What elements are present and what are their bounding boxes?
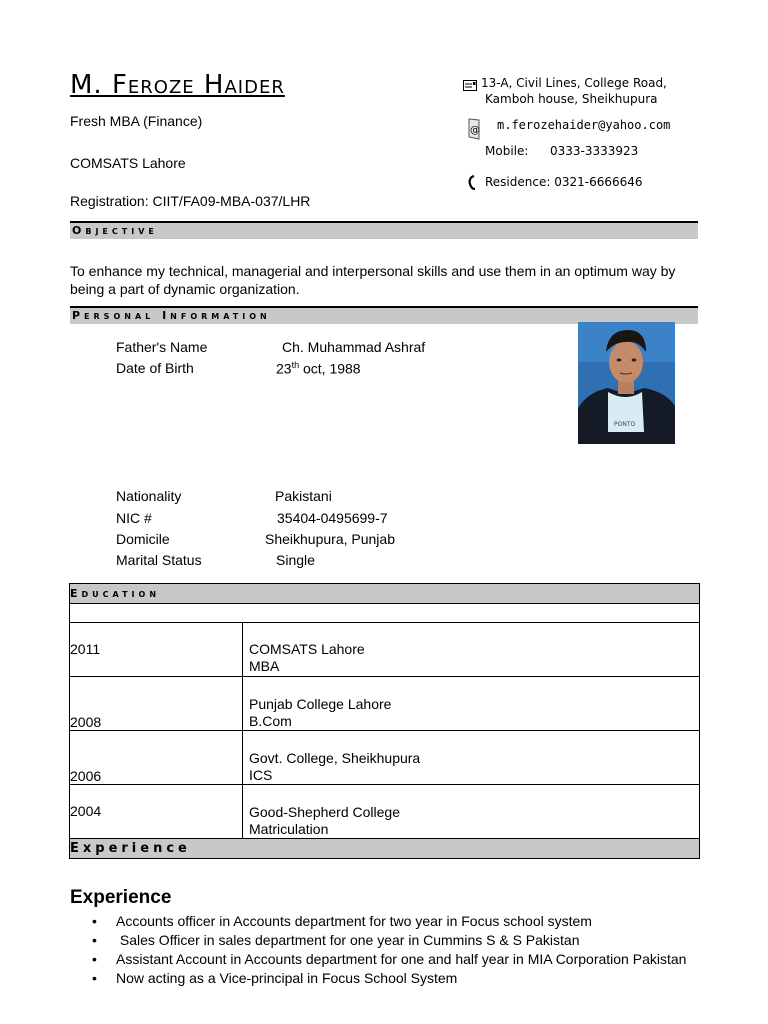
- mobile-number: 0333-3333923: [550, 144, 639, 158]
- profile-photo: [578, 322, 675, 444]
- fathers-name-value: Ch. Muhammad Ashraf: [282, 339, 426, 355]
- envelope-icon: [463, 78, 477, 89]
- marital-status-value: Single: [276, 552, 315, 568]
- mobile-label: Mobile:: [485, 144, 529, 158]
- table-row: [70, 731, 700, 785]
- education-institution-cell: [243, 677, 700, 731]
- section-bar-experience: Experience: [70, 839, 700, 859]
- experience-heading: Experience: [70, 887, 172, 908]
- education-year: 2004: [70, 785, 243, 839]
- education-year: 2006: [70, 731, 243, 785]
- section-bar-objective: Objective: [70, 221, 698, 239]
- nic-label: NIC #: [116, 510, 152, 526]
- education-institution: Good-Shepherd College: [249, 804, 400, 820]
- objective-text: To enhance my technical, managerial and interpersonal skills and use them in an optimum way by being a part of dynamic organization.: [70, 263, 676, 297]
- education-degree: Matriculation: [249, 821, 329, 837]
- nationality-value: Pakistani: [275, 488, 332, 504]
- at-sign-icon: [466, 117, 482, 141]
- bullet-icon: •: [92, 970, 97, 986]
- candidate-name: M. Feroze Haider: [70, 70, 285, 100]
- domicile-value: Sheikhupura, Punjab: [265, 531, 395, 547]
- bullet-icon: •: [92, 951, 97, 967]
- domicile-label: Domicile: [116, 531, 170, 547]
- education-table: [69, 583, 700, 859]
- email-address[interactable]: m.ferozehaider@yahoo.com: [497, 118, 671, 132]
- section-bar-education: Education: [70, 584, 700, 604]
- dob-label: Date of Birth: [116, 360, 194, 376]
- address-line-1: 13-A, Civil Lines, College Road,: [481, 76, 667, 90]
- list-item: • Accounts officer in Accounts department for two year in Focus school system: [92, 913, 592, 929]
- svg-text:@: @: [470, 125, 480, 136]
- education-institution-cell: [243, 785, 700, 839]
- section-bar-personal-information: Personal Information: [70, 306, 698, 324]
- experience-list: [70, 912, 746, 988]
- nationality-label: Nationality: [116, 488, 182, 504]
- list-item: • Sales Officer in sales department for one year in Cummins S & S Pakistan: [92, 932, 580, 948]
- bullet-icon: •: [92, 932, 97, 948]
- nic-value: 35404-0495699-7: [277, 510, 388, 526]
- residence-phone: Residence: 0321-6666646: [485, 175, 643, 189]
- education-institution-cell: [243, 623, 700, 677]
- education-institution: Punjab College Lahore: [249, 696, 392, 712]
- education-year: 2008: [70, 677, 243, 731]
- headline-institute: COMSATS Lahore: [70, 155, 186, 171]
- table-row: [70, 623, 700, 677]
- table-row: [70, 785, 700, 839]
- list-item: • Now acting as a Vice-principal in Focus School System: [92, 970, 458, 986]
- education-degree: ICS: [249, 767, 273, 783]
- svg-text:PONTO: PONTO: [614, 421, 636, 428]
- headline-degree: Fresh MBA (Finance): [70, 113, 203, 129]
- fathers-name-label: Father's Name: [116, 339, 208, 355]
- education-spacer-row: [70, 604, 700, 623]
- phone-icon: [468, 175, 476, 190]
- dob-value: 23th oct, 1988: [276, 360, 361, 377]
- education-institution: Govt. College, Sheikhupura: [249, 750, 421, 766]
- education-institution: COMSATS Lahore: [249, 641, 365, 657]
- education-year: 2011: [70, 623, 243, 677]
- registration-number: Registration: CIIT/FA09-MBA-037/LHR: [70, 193, 311, 209]
- address-line-2: Kamboh house, Sheikhupura: [485, 92, 658, 106]
- education-institution-cell: [243, 731, 700, 785]
- education-degree: B.Com: [249, 713, 292, 729]
- table-row: [70, 677, 700, 731]
- marital-status-label: Marital Status: [116, 552, 202, 568]
- education-degree: MBA: [249, 658, 280, 674]
- list-item: • Assistant Account in Accounts department for one and half year in MIA Corporation Pakistan: [92, 951, 687, 967]
- bullet-icon: •: [92, 913, 97, 929]
